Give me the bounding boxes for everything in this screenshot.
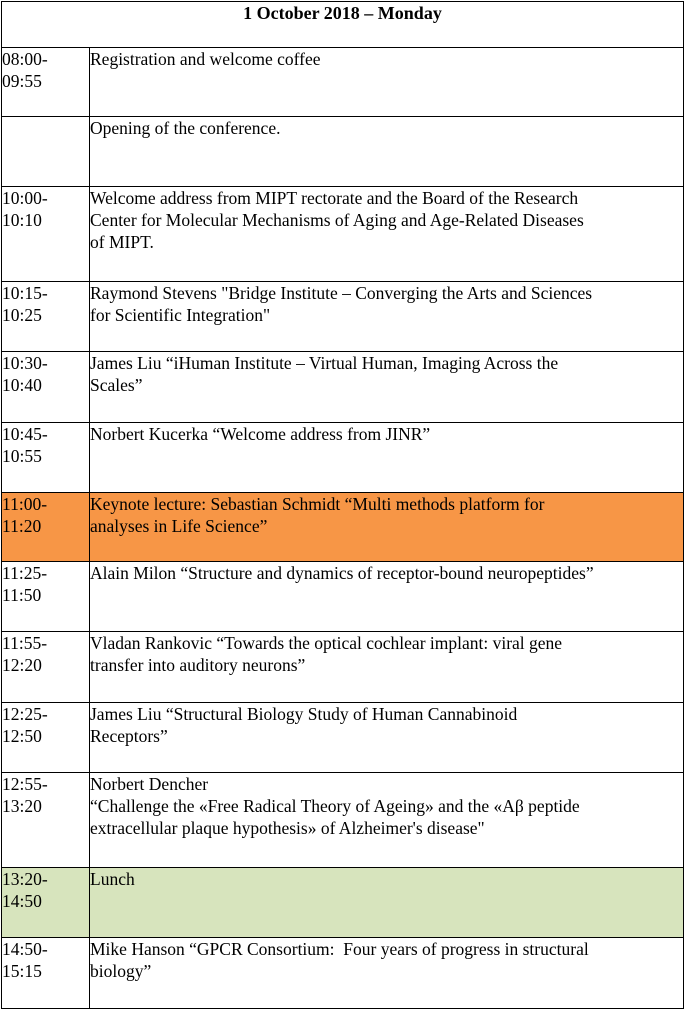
time-cell	[2, 352, 90, 423]
schedule-row	[2, 868, 684, 938]
time-cell	[2, 187, 90, 282]
description-cell	[90, 868, 684, 938]
time-start: 14:50-	[2, 939, 48, 959]
description-line: Welcome address from MIPT rectorate and the Board of the Research	[90, 188, 579, 208]
description-line: transfer into auditory neurons”	[90, 655, 306, 675]
schedule-row	[2, 117, 684, 187]
time-end: 13:20	[2, 796, 42, 816]
time-start: 12:55-	[2, 774, 48, 794]
description-line: Alain Milon “Structure and dynamics of receptor-bound neuropeptides”	[90, 563, 594, 583]
description-line: James Liu “Structural Biology Study of Human Cannabinoid	[90, 704, 518, 724]
time-cell	[2, 938, 90, 1009]
description-line: “Challenge the «Free Radical Theory of Ageing» and the «Aβ peptide	[90, 796, 580, 816]
description-line: Mike Hanson “GPCR Consortium: Four years of progress in structural	[90, 939, 589, 959]
time-cell	[2, 773, 90, 868]
time-start: 12:25-	[2, 704, 48, 724]
time-end: 10:55	[2, 446, 42, 466]
time-cell	[2, 493, 90, 562]
time-start: 11:25-	[2, 563, 48, 583]
schedule-row	[2, 773, 684, 868]
time-end: 09:55	[2, 71, 42, 91]
description-line: Norbert Kucerka “Welcome address from JINR”	[90, 424, 431, 444]
time-end: 10:40	[2, 375, 42, 395]
description-cell	[90, 703, 684, 773]
description-cell	[90, 938, 684, 1009]
time-start: 10:15-	[2, 283, 48, 303]
description-line: Receptors”	[90, 726, 168, 746]
time-start: 10:30-	[2, 353, 48, 373]
schedule-row	[2, 938, 684, 1009]
description-line: analyses in Life Science”	[90, 516, 268, 536]
description-line: Lunch	[90, 869, 135, 889]
time-cell	[2, 282, 90, 352]
description-cell	[90, 117, 684, 187]
schedule-table	[1, 1, 684, 1009]
description-cell	[90, 632, 684, 703]
schedule-row	[2, 187, 684, 282]
description-line: of MIPT.	[90, 232, 154, 252]
description-cell	[90, 187, 684, 282]
time-start: 11:00-	[2, 494, 48, 514]
description-line: Keynote lecture: Sebastian Schmidt “Multi methods platform for	[90, 494, 545, 514]
time-end: 14:50	[2, 891, 42, 911]
time-cell	[2, 632, 90, 703]
description-cell	[90, 423, 684, 493]
schedule-row	[2, 632, 684, 703]
time-cell	[2, 117, 90, 187]
time-start: 13:20-	[2, 869, 48, 889]
time-cell	[2, 562, 90, 632]
description-line: Vladan Rankovic “Towards the optical cochlear implant: viral gene	[90, 633, 563, 653]
time-end: 10:10	[2, 210, 42, 230]
description-line: Registration and welcome coffee	[90, 49, 321, 69]
time-end: 15:15	[2, 961, 42, 981]
time-end: 12:50	[2, 726, 42, 746]
schedule-row	[2, 352, 684, 423]
time-cell	[2, 703, 90, 773]
description-line: James Liu “iHuman Institute – Virtual Human, Imaging Across the	[90, 353, 559, 373]
description-line: biology”	[90, 961, 152, 981]
description-line: Opening of the conference.	[90, 118, 281, 138]
time-start: 10:00-	[2, 188, 48, 208]
schedule-row	[2, 48, 684, 117]
description-cell	[90, 773, 684, 868]
description-cell	[90, 282, 684, 352]
description-line: Norbert Dencher	[90, 774, 209, 794]
time-end: 10:25	[2, 305, 42, 325]
description-line: for Scientific Integration"	[90, 305, 271, 325]
description-line: Center for Molecular Mechanisms of Aging and Age-Related Diseases	[90, 210, 584, 230]
time-cell	[2, 868, 90, 938]
time-end: 11:50	[2, 585, 42, 605]
description-cell	[90, 48, 684, 117]
schedule-row	[2, 282, 684, 352]
time-start: 10:45-	[2, 424, 48, 444]
time-cell	[2, 423, 90, 493]
description-line: Scales”	[90, 375, 143, 395]
schedule-row	[2, 423, 684, 493]
schedule-row	[2, 562, 684, 632]
description-cell	[90, 493, 684, 562]
schedule-row	[2, 493, 684, 562]
time-cell	[2, 48, 90, 117]
time-start: 11:55-	[2, 633, 48, 653]
description-line: Raymond Stevens "Bridge Institute – Converging the Arts and Sciences	[90, 283, 593, 303]
time-end: 12:20	[2, 655, 42, 675]
schedule-row	[2, 703, 684, 773]
day-header-row	[2, 2, 684, 48]
description-line: extracellular plaque hypothesis» of Alzheimer's disease"	[90, 818, 485, 838]
description-cell	[90, 352, 684, 423]
description-cell	[90, 562, 684, 632]
time-end: 11:20	[2, 516, 42, 536]
time-start: 08:00-	[2, 49, 48, 69]
day-title: 1 October 2018 – Monday	[2, 2, 684, 48]
schedule-body	[2, 48, 684, 1009]
